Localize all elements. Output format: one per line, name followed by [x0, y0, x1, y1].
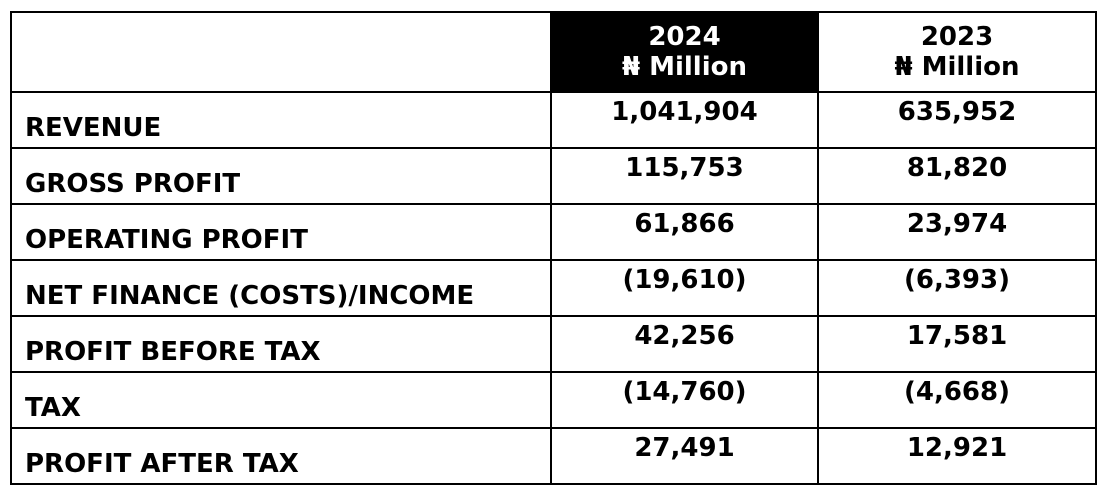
prior-value: 12,921	[818, 428, 1096, 484]
current-value: 42,256	[551, 316, 818, 372]
header-prior-year	[818, 12, 1096, 92]
prior-value: (4,668)	[818, 372, 1096, 428]
table-row-revenue	[11, 92, 1096, 148]
financial-summary-table	[10, 11, 1097, 485]
table-row-operating-profit	[11, 204, 1096, 260]
current-value: 61,866	[551, 204, 818, 260]
row-label: OPERATING PROFIT	[11, 204, 551, 260]
table-row-tax	[11, 372, 1096, 428]
prior-value: 17,581	[818, 316, 1096, 372]
table-row-gross-profit	[11, 148, 1096, 204]
row-label: GROSS PROFIT	[11, 148, 551, 204]
row-label: PROFIT AFTER TAX	[11, 428, 551, 484]
prior-value: (6,393)	[818, 260, 1096, 316]
table-row-net-finance	[11, 260, 1096, 316]
prior-unit-label: ₦ Million	[894, 52, 1020, 82]
row-label: TAX	[11, 372, 551, 428]
current-unit-label: ₦ Million	[621, 52, 748, 82]
table-row-profit-after-tax	[11, 428, 1096, 484]
current-value: 115,753	[551, 148, 818, 204]
current-value: 1,041,904	[551, 92, 818, 148]
financial-summary-sheet	[10, 11, 1095, 479]
table-header-row	[11, 12, 1096, 92]
prior-value: 23,974	[818, 204, 1096, 260]
row-label: PROFIT BEFORE TAX	[11, 316, 551, 372]
row-label: NET FINANCE (COSTS)/INCOME	[11, 260, 551, 316]
current-value: (14,760)	[551, 372, 818, 428]
table-row-profit-before-tax	[11, 316, 1096, 372]
prior-value: 81,820	[818, 148, 1096, 204]
current-value: (19,610)	[551, 260, 818, 316]
header-current-year	[551, 12, 818, 92]
header-empty-cell	[11, 12, 551, 92]
prior-value: 635,952	[818, 92, 1096, 148]
current-year-label: 2024	[648, 22, 721, 52]
row-label: REVENUE	[11, 92, 551, 148]
current-value: 27,491	[551, 428, 818, 484]
prior-year-label: 2023	[920, 22, 994, 52]
